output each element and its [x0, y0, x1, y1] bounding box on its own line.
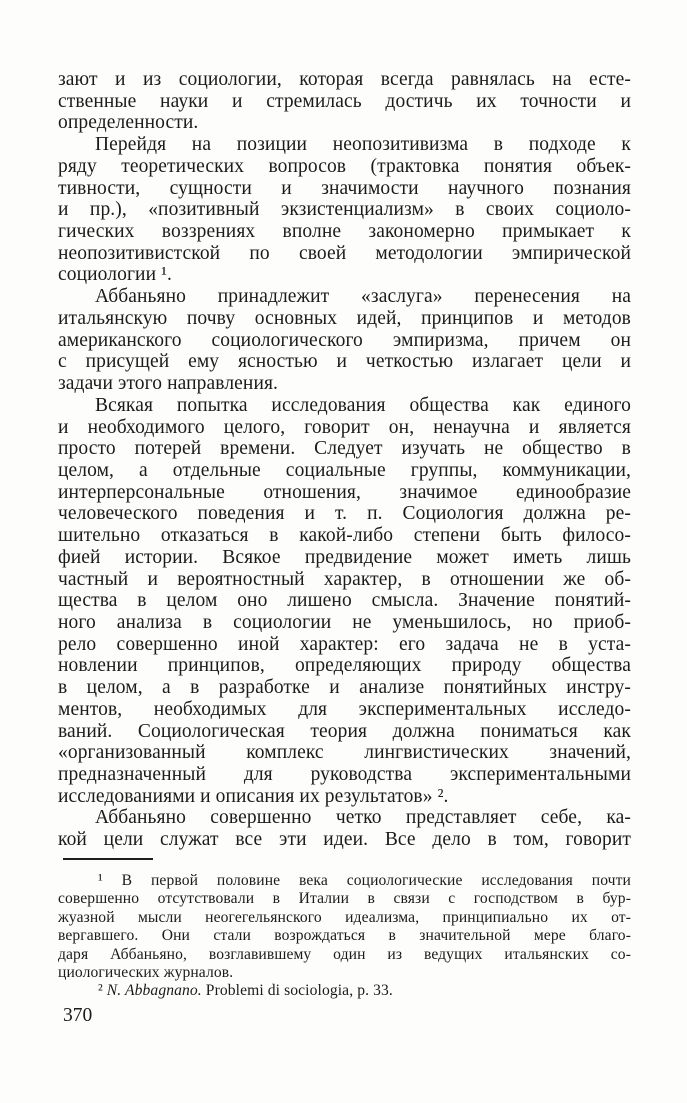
paragraph — [58, 134, 631, 286]
paragraph — [58, 395, 631, 808]
text-line: целом, а отдельные социальные группы, коммуникации, — [58, 459, 631, 481]
text-line: циологических журналов. — [58, 964, 234, 982]
text-line: щества в целом оно лишено смысла. Значение понятий- — [58, 590, 631, 612]
text-line: ряду теоретических вопросов (трактовка понятия объек- — [58, 155, 631, 177]
text-line: шительно отказаться в какой-либо степени быть филосо- — [58, 525, 631, 547]
text-line: ¹ В первой половине века социологические исследования почти — [98, 872, 631, 889]
text-line: неопозитивистской по своей методологии эмпирической — [58, 242, 631, 264]
text-line: вергавшего. Они стали возрождаться в значительной мере благо- — [58, 927, 631, 945]
footnote-2-source: Problemi di sociologia, p. 33. — [205, 982, 393, 1000]
text-line: Всякая попытка исследования общества как единого — [95, 394, 631, 416]
text-line: фией истории. Всякое предвидение может иметь лишь — [58, 546, 631, 568]
text-line: ментов, необходимых для экспериментальных исследо- — [58, 698, 631, 720]
text-line: исследованиями и описания их результатов» ². — [58, 785, 449, 807]
text-line: с присущей ему ясностью и четкостью излагает цели и — [58, 351, 631, 373]
page-number: 370 — [63, 1005, 93, 1026]
text-line: и необходимого целого, говорит он, ненаучна и является — [58, 416, 631, 438]
text-line: новлении принципов, определяющих природу общества — [58, 655, 631, 677]
text-line: Перейдя на позиции неопозитивизма в подходе к — [95, 134, 631, 156]
text-line: ваний. Социологическая теория должна пониматься как — [58, 720, 631, 742]
text-line: зают и из социологии, которая всегда равнялась на есте- — [58, 69, 631, 90]
text-line: американского социологического эмпиризма, причем он — [58, 329, 631, 351]
text-line: задачи этого направления. — [58, 373, 279, 395]
text-line: Аббаньяно принадлежит «заслуга» перенесения на — [95, 286, 631, 308]
text-line: интерперсональные отношения, значимое единообразие — [58, 481, 631, 503]
text-line: «организованный комплекс лингвистических значений, — [58, 742, 631, 764]
text-line: определенности. — [58, 112, 199, 134]
text-line: просто потерей времени. Следует изучать не общество в — [58, 438, 631, 460]
text-line: итальянскую почву основных идей, принципов и методов — [58, 307, 631, 329]
text-line: частный и вероятностный характер, в отношении же об- — [58, 568, 631, 590]
text-line: тивности, сущности и значимости научного познания — [58, 177, 631, 199]
footnote-2 — [58, 982, 631, 1000]
paragraph — [58, 872, 631, 982]
text-line: даря Аббаньяно, возглавившему один из ведущих итальянских со- — [58, 945, 631, 963]
footnote-2-author: N. Abbagnano. — [106, 982, 206, 1000]
footnote-divider — [63, 858, 153, 860]
paragraph — [58, 807, 631, 850]
footnotes-section — [58, 872, 631, 1001]
text-line: ного анализа в социологии не уменьшилось, но приоб- — [58, 611, 631, 633]
text-line: ственные науки и стремилась достичь их точности и — [58, 90, 631, 112]
footnote-1 — [58, 872, 631, 982]
body-text — [58, 69, 631, 851]
text-line: жуазной мысли неогегельянского идеализма, принципиально их от- — [58, 908, 631, 926]
text-line: предназначенный для руководства экспериментальными — [58, 764, 631, 785]
footnote-2-marker: ² — [98, 982, 107, 1000]
text-line: в целом, а в разработке и анализе понятийных инстру- — [58, 677, 631, 699]
text-line: рело совершенно иной характер: его задача не в уста- — [58, 633, 631, 655]
text-line: гических воззрениях вполне закономерно примыкает к — [58, 221, 631, 243]
text-line: кой цели служат все эти идеи. Все дело в том, говорит — [58, 829, 631, 851]
text-line: социологии ¹. — [58, 264, 173, 286]
text-line: и пр.), «позитивный экзистенциализм» в своих социоло- — [58, 199, 631, 221]
paragraph — [58, 69, 631, 134]
text-line: Аббаньяно совершенно четко представляет себе, ка- — [95, 807, 631, 829]
text-line: человеческого поведения и т. п. Социология должна ре- — [58, 503, 631, 525]
text-line: совершенно отсутствовали в Италии в связи с господством в бур- — [58, 890, 631, 908]
paragraph — [58, 286, 631, 395]
